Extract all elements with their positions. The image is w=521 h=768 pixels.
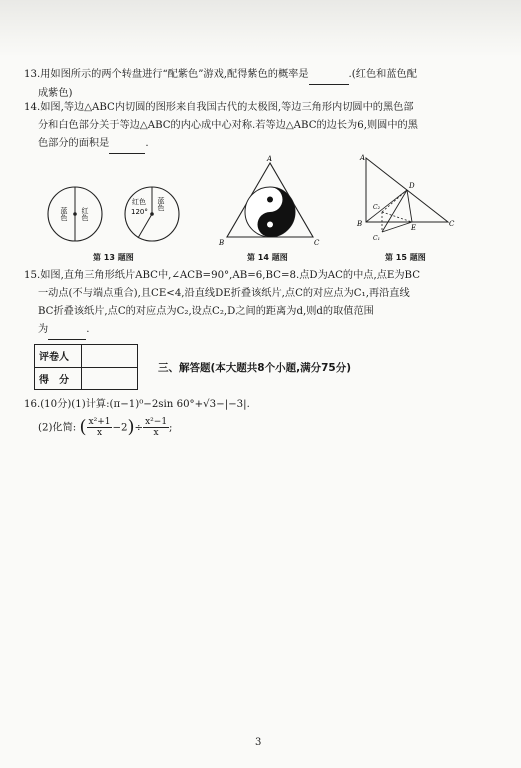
spinner-right-label-a: 红色 [132, 198, 146, 206]
q14-line2: 分和白色部分关于等边△ABC的内心成中心对称.若等边△ABC的边长为6,则圆中的黑 [38, 120, 418, 131]
grader-cell[interactable] [82, 345, 138, 368]
spinner-left-label-a: 蓝色 [60, 207, 68, 221]
taiji-white-dot [267, 222, 273, 228]
question-16 [24, 396, 502, 438]
divide-sign: ÷ [134, 422, 144, 434]
figure-15-caption: 第 15 题图 [385, 253, 426, 262]
score-cell[interactable] [82, 367, 138, 390]
spinner-right-divider-2 [138, 214, 152, 238]
spinner-right-pivot [150, 212, 154, 216]
page-number: 3 [255, 737, 262, 748]
segment-ec1 [382, 222, 412, 232]
paren-close: ) [127, 416, 135, 438]
fraction-2 [143, 417, 169, 438]
q16-line2-prefix: (2)化简: [38, 422, 77, 434]
q13-answer-blank[interactable] [309, 66, 349, 85]
spinner-right-angle: 120° [131, 208, 148, 216]
spinner-right-label-b: 蓝色 [157, 197, 165, 211]
label-c1: C₁ [373, 235, 380, 242]
fraction-1-denominator: x [96, 428, 103, 438]
q14-line3-end: . [145, 138, 149, 149]
q15-line4: 为 [38, 324, 49, 335]
figure-13-caption: 第 13 题图 [93, 253, 134, 262]
label-b: B [219, 239, 225, 247]
q15-line4-end: . [86, 324, 90, 335]
fraction-2-denominator: x [153, 428, 159, 438]
section-title: 三、解答题(本大题共8个小题,满分75分) [158, 362, 352, 374]
label-c2: C₂ [373, 204, 380, 211]
grader-label: 评卷人 [35, 345, 82, 368]
label-e: E [411, 224, 417, 232]
q14-line3: 色部分的面积是 [38, 138, 110, 149]
question-13 [24, 66, 502, 103]
figure-14-taiji [213, 153, 323, 248]
paren-open: ( [79, 416, 87, 438]
q15-line1: 15.如图,直角三角形纸片ABC中,∠ACB=90°,AB=6,BC=8.点D为AC的中点,点E为BC [24, 270, 420, 281]
q15-line2: 一动点(不与端点重合),且CE<4,沿直线DE折叠该纸片,点C的对应点为C₁,再沿直线 [38, 288, 410, 299]
question-14 [24, 99, 502, 154]
label-a: A [360, 154, 366, 162]
q15-answer-blank[interactable] [48, 321, 86, 340]
figure-13-spinners [44, 183, 194, 248]
q16-line1: 16.(10分)(1)计算:(π−1)⁰−2sin 60°+√3−|−3|. [24, 399, 250, 410]
figure-14-caption: 第 14 题图 [247, 253, 288, 262]
q16-line2 [24, 417, 502, 438]
label-b: B [357, 220, 363, 228]
q13-line1-end: .(红色和蓝色配 [348, 69, 417, 80]
q13-line2: 成紫色) [38, 88, 73, 99]
question-15 [24, 267, 502, 340]
spinner-left-label-b: 红色 [81, 207, 89, 221]
spinner-left-pivot [73, 212, 77, 216]
segment-de [407, 190, 412, 222]
q14-answer-blank[interactable] [109, 135, 145, 154]
minus-two: −2 [112, 422, 128, 434]
fraction-1 [87, 417, 113, 438]
score-table [34, 344, 138, 390]
top-bleed-through [0, 0, 521, 58]
fraction-1-numerator: x²+1 [88, 417, 111, 427]
label-d: D [409, 182, 415, 190]
q15-line3: BC折叠该纸片,点C的对应点为C₂,设点C₂,D之间的距离为d,则d的取值范围 [38, 306, 374, 317]
fraction-2-numerator: x²−1 [145, 417, 168, 427]
label-c: C [449, 220, 455, 228]
segment-dc1 [382, 190, 407, 232]
figure-15-fold [352, 152, 464, 247]
q14-line1: 14.如图,等边△ABC内切圆的图形来自我国古代的太极图,等边三角形内切圆中的黑色部 [24, 102, 414, 113]
label-c: C [314, 239, 320, 247]
taiji-black-dot [267, 197, 273, 203]
segment-c2-dashed [382, 190, 407, 212]
segment-c2-e [382, 212, 412, 222]
q13-line1: 13.用如图所示的两个转盘进行“配紫色”游戏,配得紫色的概率是 [24, 69, 309, 80]
label-a: A [267, 155, 273, 163]
score-label: 得 分 [35, 367, 82, 390]
q16-line2-end: ; [169, 422, 173, 434]
